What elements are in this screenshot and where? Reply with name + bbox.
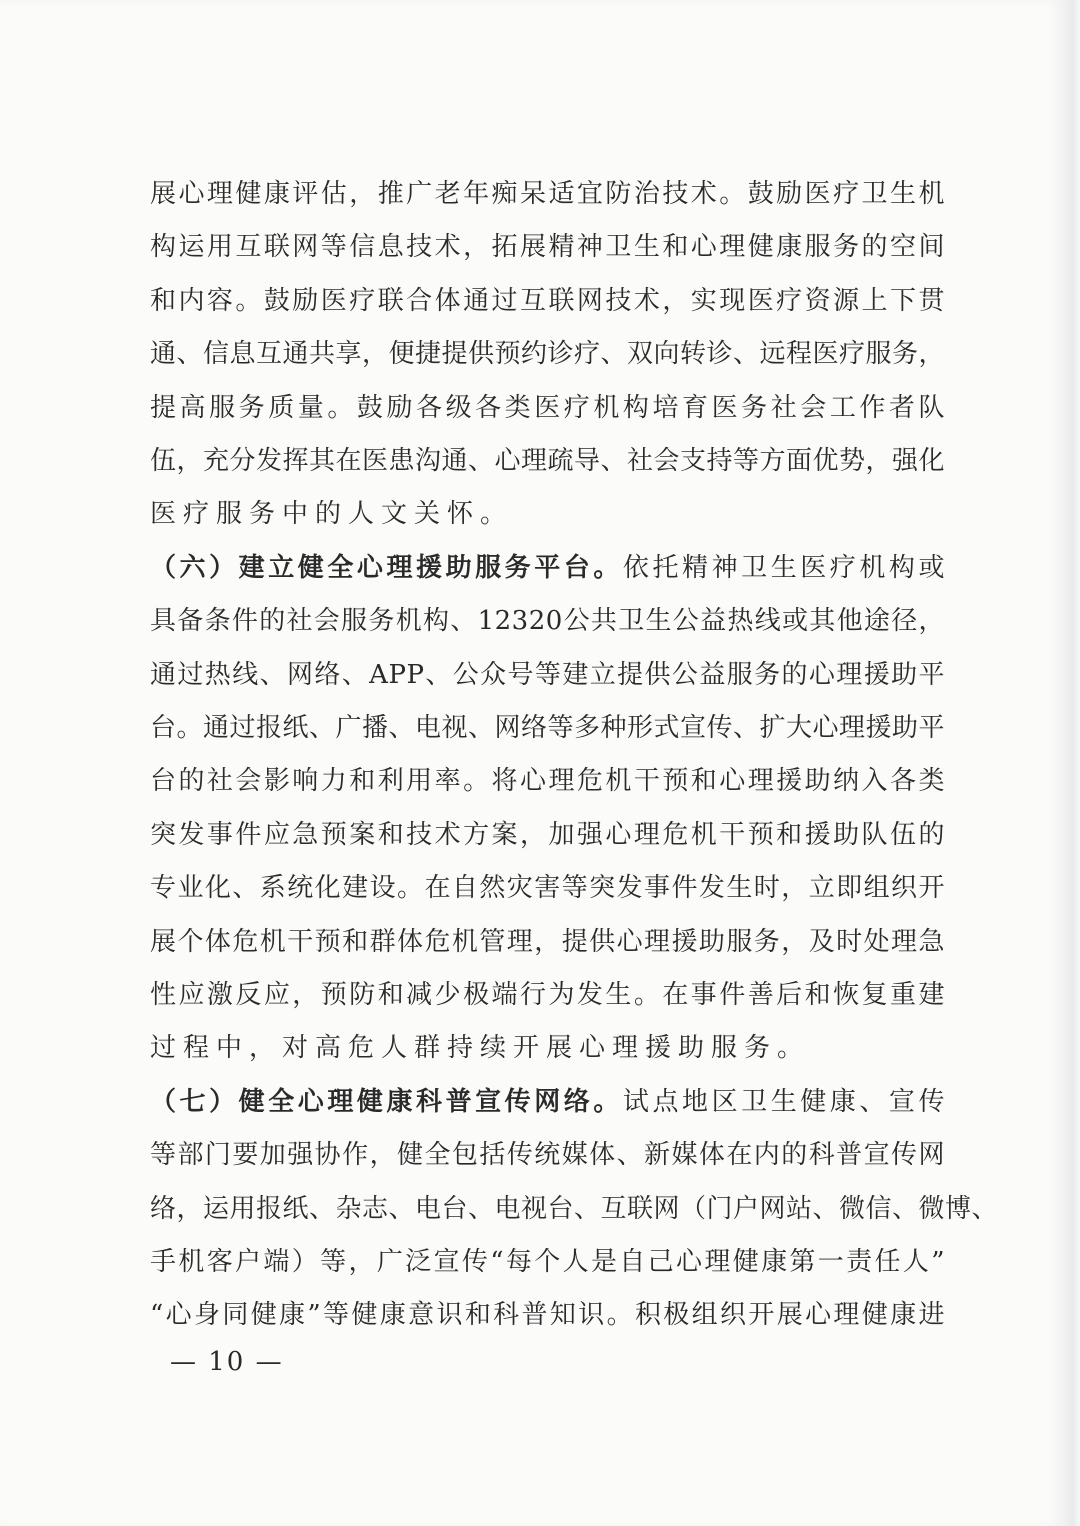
line-text: 通、信息互通共享，便捷提供预约诊疗、双向转诊、远程医疗服务， bbox=[150, 339, 946, 370]
text-line bbox=[150, 761, 945, 801]
text-line bbox=[150, 1242, 945, 1282]
scan-edge bbox=[1062, 0, 1080, 1526]
paragraph-heading-line bbox=[150, 548, 945, 588]
line-text: 台。通过报纸、广播、电视、网络等多种形式宣传、扩大心理援助平 bbox=[150, 713, 946, 743]
line-text: 伍，充分发挥其在医患沟通、心理疏导、社会支持等方面优势，强化 bbox=[150, 446, 946, 476]
text-line bbox=[150, 174, 945, 214]
line-text: 和内容。鼓励医疗联合体通过互联网技术，实现医疗资源上下贯 bbox=[150, 285, 945, 316]
page-number: — 10 — bbox=[170, 1347, 284, 1377]
line-text: 具备条件的社会服务机构、12320公共卫生公益热线或其他途径， bbox=[150, 606, 945, 637]
line-text: 过程中，对高危人群持续开展心理援助服务。 bbox=[150, 1033, 811, 1064]
line-text: 展心理健康评估，推广老年痴呆适宜防治技术。鼓励医疗卫生机 bbox=[150, 179, 945, 209]
line-text: 等部门要加强协作，健全包括传统媒体、新媒体在内的科普宣传网 bbox=[150, 1140, 945, 1171]
line-text: 构运用互联网等信息技术，拓展精神卫生和心理健康服务的空间 bbox=[150, 232, 945, 263]
text-line bbox=[150, 388, 945, 428]
text-line bbox=[150, 1028, 945, 1068]
line-text: 试点地区卫生健康、宣传 bbox=[622, 1086, 945, 1117]
text-line bbox=[150, 868, 945, 908]
line-text: 展个体危机干预和群体危机管理，提供心理援助服务，及时处理急 bbox=[150, 926, 945, 957]
text-line bbox=[150, 708, 945, 748]
text-line bbox=[150, 441, 945, 481]
text-line bbox=[150, 922, 945, 962]
line-text: “心身同健康”等健康意识和科普知识。积极组织开展心理健康进 bbox=[150, 1300, 945, 1331]
line-text: 通过热线、网络、APP、公众号等建立提供公益服务的心理援助平 bbox=[150, 659, 945, 690]
text-line bbox=[150, 601, 945, 641]
line-text: 依托精神卫生医疗机构或 bbox=[622, 552, 945, 583]
text-line bbox=[150, 1295, 945, 1335]
line-text: 台的社会影响力和利用率。将心理危机干预和心理援助纳入各类 bbox=[150, 766, 945, 797]
text-line bbox=[150, 281, 945, 321]
line-text: 突发事件应急预案和技术方案，加强心理危机干预和援助队伍的 bbox=[150, 819, 945, 850]
line-text: 医疗服务中的人文关怀。 bbox=[150, 499, 514, 530]
section-heading: （七）健全心理健康科普宣传网络。 bbox=[150, 1086, 623, 1117]
text-line bbox=[150, 975, 945, 1015]
section-heading: （六）建立健全心理援助服务平台。 bbox=[150, 552, 623, 583]
text-line bbox=[150, 334, 945, 374]
paragraph-heading-line bbox=[150, 1082, 945, 1122]
text-line bbox=[150, 494, 945, 534]
line-text: 提高服务质量。鼓励各级各类医疗机构培育医务社会工作者队 bbox=[150, 392, 945, 423]
text-line bbox=[150, 655, 945, 695]
text-line bbox=[150, 1189, 999, 1229]
line-text: 手机客户端）等，广泛宣传“每个人是自己心理健康第一责任人” bbox=[150, 1247, 945, 1277]
line-text: 性应激反应，预防和减少极端行为发生。在事件善后和恢复重建 bbox=[150, 980, 945, 1010]
text-line bbox=[150, 815, 945, 855]
text-line bbox=[150, 227, 945, 267]
line-text: 络，运用报纸、杂志、电台、电视台、互联网（门户网站、微信、微博、 bbox=[150, 1193, 999, 1224]
text-line bbox=[150, 1135, 945, 1175]
line-text: 专业化、系统化建设。在自然灾害等突发事件发生时，立即组织开 bbox=[150, 873, 945, 904]
